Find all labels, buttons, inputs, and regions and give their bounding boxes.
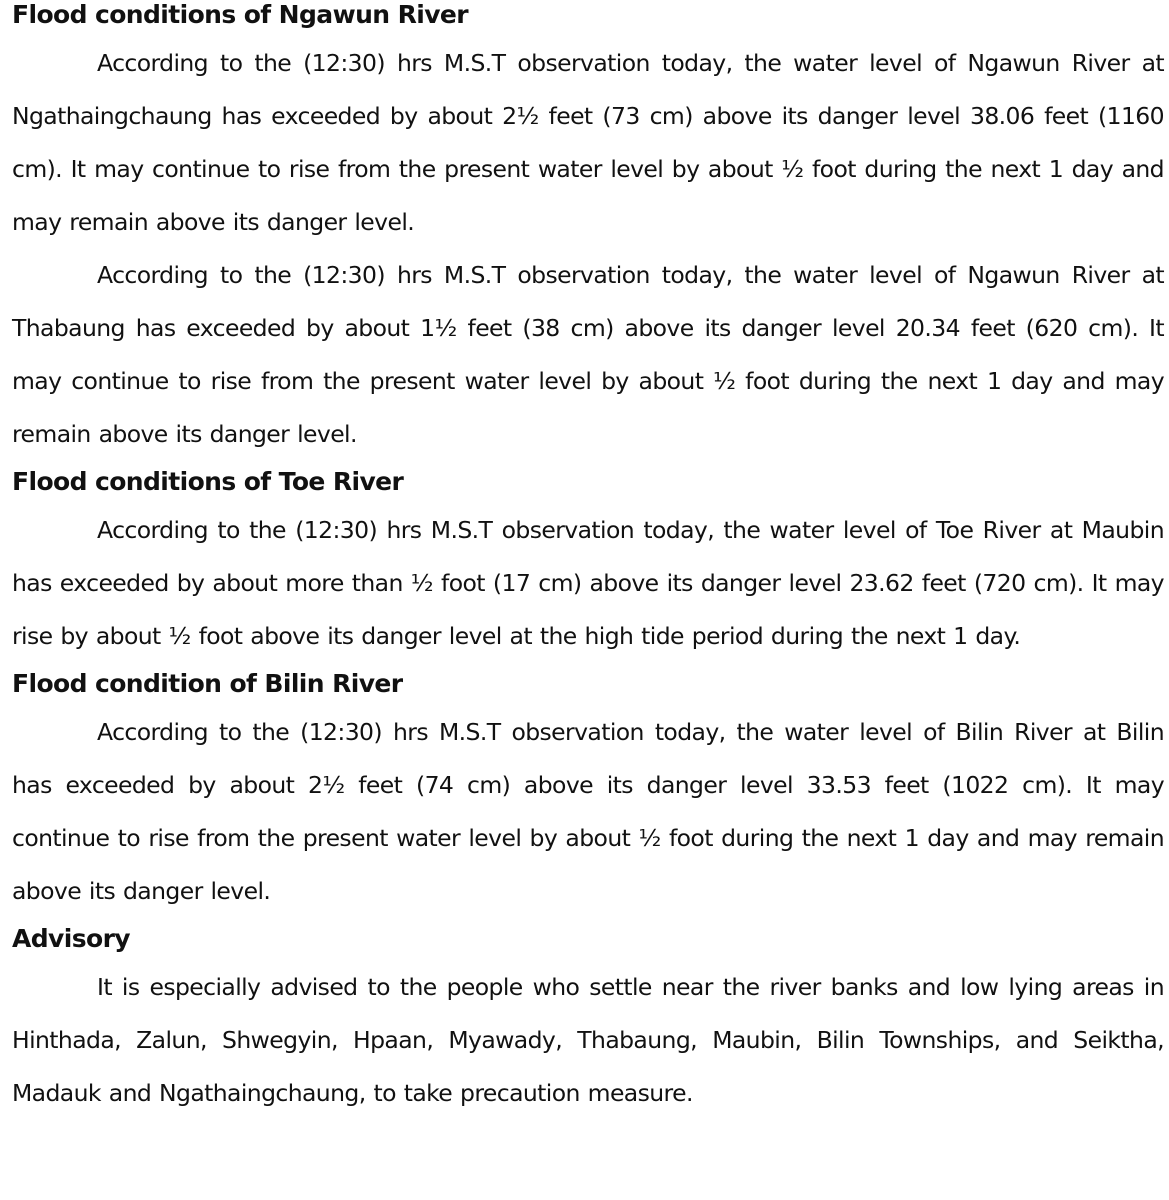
paragraph-thabaung: According to the (12:30) hrs M.S.T observation today, the water level of Ngawun River at Thabaung has exceeded by about 1½ feet (38 cm) above its danger level 20.34 feet (620 cm). It may continue to rise from the present water level by about ½ foot during the next 1 day and may remain above its danger level. [12,261,1164,448]
paragraph-advisory: It is especially advised to the people who settle near the river banks and low lying areas in Hinthada, Zalun, Shwegyin, Hpaan, Myawady, Thabaung, Maubin, Bilin Townships, and Seiktha, Madauk and Ngathaingchaung, to take precaution measure. [12,973,1164,1107]
paragraph-maubin: According to the (12:30) hrs M.S.T observation today, the water level of Toe River at Maubin has exceeded by about more than ½ foot (17 cm) above its danger level 23.62 feet (720 cm). It may rise by about ½ foot above its danger level at the high tide period during the next 1 day. [12,516,1164,650]
paragraph-ngathaingchaung: According to the (12:30) hrs M.S.T observation today, the water level of Ngawun River at Ngathaingchaung has exceeded by about 2½ feet (73 cm) above its danger level 38.06 feet (1160 cm). It may continue to rise from the present water level by about ½ foot during the next 1 day and may remain above its danger level. [12,49,1164,236]
section-heading-bilin: Flood condition of Bilin River [12,669,403,698]
section-heading-ngawun: Flood conditions of Ngawun River [12,0,468,29]
flood-bulletin [12,0,1164,1120]
paragraph-bilin: According to the (12:30) hrs M.S.T observation today, the water level of Bilin River at Bilin has exceeded by about 2½ feet (74 cm) above its danger level 33.53 feet (1022 cm). It may continue to rise from the present water level by about ½ foot during the next 1 day and may remain above its danger level. [12,718,1164,905]
section-heading-toe: Flood conditions of Toe River [12,467,404,496]
section-heading-advisory: Advisory [12,924,130,953]
